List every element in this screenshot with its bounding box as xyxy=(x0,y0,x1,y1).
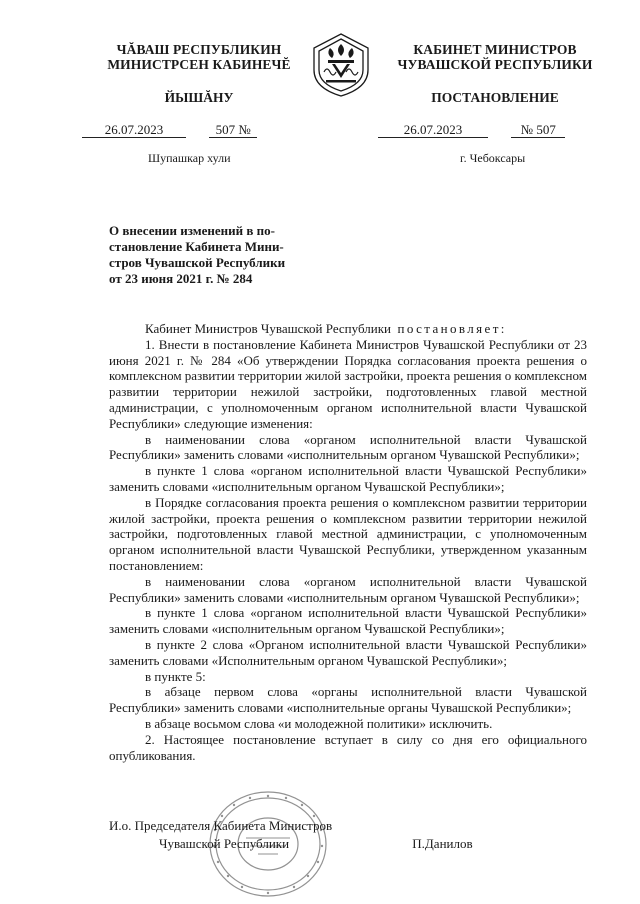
reg-right-number: № 507 xyxy=(511,123,565,138)
header-left-line: ЧĂВАШ РЕСПУБЛИКИН xyxy=(116,42,282,57)
subject-line: от 23 июня 2021 г. № 284 xyxy=(109,271,253,286)
body-paragraph: в пункте 2 слова «Органом исполнительной власти Чувашской Республики» заменить словами «Исполнительным органом Чувашской Республики»; xyxy=(109,636,587,668)
body-paragraph: 1. Внести в постановление Кабинета Министров Чувашской Республики от 23 июня 2021 г. № 284 «Об утверждении Порядка согласования проекта решения о комплексном развитии территории жилой застройки, проекта решения о комплексном развитии территории нежилой застройки, подготовленных главой местной администрации, с уполномоченным органом исполнительной власти Чувашской Республики» следующие изменения: xyxy=(109,336,587,431)
body-paragraph: в пункте 1 слова «органом исполнительной власти Чувашской Республики» заменить словами «исполнительным органом Чувашской Республики»; xyxy=(109,605,587,637)
intro-prefix: Кабинет Министров Чувашской Республики xyxy=(145,321,391,336)
signature-block xyxy=(109,817,599,853)
subject-line: становление Кабинета Мини- xyxy=(109,239,284,254)
body-paragraph: 2. Настоящее постановление вступает в силу со дня его официального опубликования. xyxy=(109,731,587,763)
body-paragraph: в Порядке согласования проекта решения о комплексном развитии территории жилой застройки, проекта решения о комплексном развитии территории нежилой застройки, подготовленных главой местной администрации, с уполномоченным органом исполнительной власти Чувашской Республики, утвержденном указанным постановлением: xyxy=(109,494,587,573)
signature-name: П.Данилов xyxy=(412,836,473,851)
reg-left-date: 26.07.2023 xyxy=(82,123,186,138)
header-left-line: МИНИСТРСЕН КАБИНЕЧĔ xyxy=(107,57,291,72)
reg-right-date: 26.07.2023 xyxy=(378,123,488,138)
body-paragraph: в абзаце первом слова «органы исполнительной власти Чувашской Республики» заменить словами «исполнительные органы Чувашской Республики»; xyxy=(109,684,587,716)
body-paragraph: в пункте 1 слова «органом исполнительной власти Чувашской Республики» заменить словами «исполнительным органом Чувашской Республики»; xyxy=(109,463,587,494)
city-left: Шупашкар хули xyxy=(148,151,231,165)
body-paragraph: в наименовании слова «органом исполнительной власти Чувашской Республики» заменить словами «исполнительным органом Чувашской Республики»; xyxy=(109,573,587,605)
chuvash-coat-of-arms-icon xyxy=(310,30,372,98)
body-paragraph: в абзаце восьмом слова «и молодежной политики» исключить. xyxy=(145,715,493,731)
header-left-org xyxy=(92,42,306,72)
header-right-line: КАБИНЕТ МИНИСТРОВ xyxy=(413,42,577,57)
header-right-doctype: ПОСТАНОВЛЕНИЕ xyxy=(431,90,559,105)
registration-left xyxy=(82,122,257,138)
document-subject xyxy=(109,223,319,287)
registration-right xyxy=(378,122,565,138)
body-paragraph: в наименовании слова «органом исполнительной власти Чувашской Республики» заменить словами «исполнительным органом Чувашской Республики»; xyxy=(109,431,587,463)
header-right-org xyxy=(380,42,610,72)
subject-line: О внесении изменений в по- xyxy=(109,223,275,238)
reg-left-number: 507 № xyxy=(209,123,257,138)
header-left-doctype: ЙЫШĂНУ xyxy=(164,90,234,105)
intro-spaced-word: постановляет: xyxy=(397,321,507,336)
signature-position-line2 xyxy=(109,835,599,853)
header-right-line: ЧУВАШСКОЙ РЕСПУБЛИКИ xyxy=(397,57,593,72)
signature-position-line2-text: Чувашской Республики xyxy=(159,836,290,851)
signature-position-line1: И.о. Председателя Кабинета Министров xyxy=(109,818,333,833)
body-paragraph: в пункте 5: xyxy=(145,668,206,684)
subject-line: стров Чувашской Республики xyxy=(109,255,286,270)
intro-paragraph xyxy=(109,321,587,337)
city-right: г. Чебоксары xyxy=(460,151,526,165)
document-body xyxy=(109,321,587,763)
